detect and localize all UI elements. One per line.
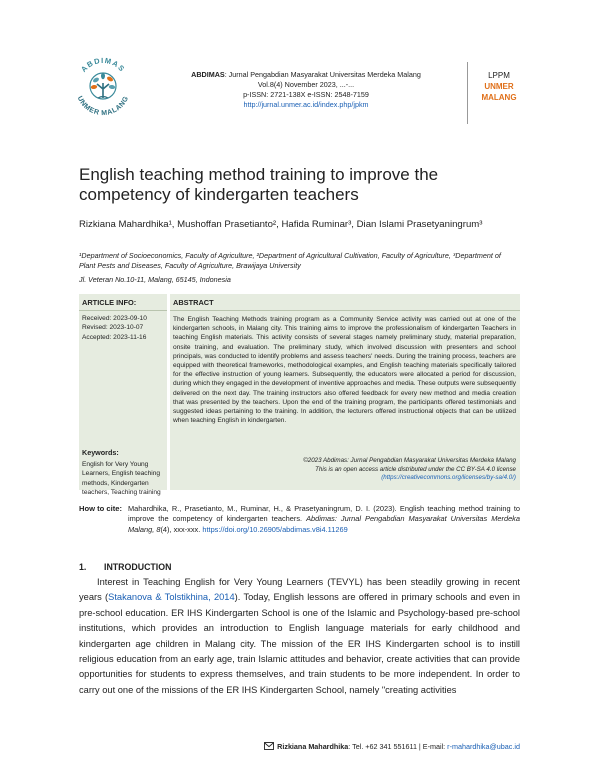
abstract-box [170, 294, 520, 490]
introduction-paragraph: Interest in Teaching English for Very Young Learners (TEVYL) has been steadily growing in recent years (Stakanova & Tolstikhina, 2014). Today, English lessons are offered in primary schools and even in pre-school education. ER IHS Kindergarten School is one of the Islamic and Psychology-based pre-school institutions, which provides an introduction to English language materials for early childhood and kindergarten age children in Malang city. The mission of the ER IHS Kindergarten school is to instill religious education from an early age, train Islamic attitudes and behavior, create activities that can provide opportunities for students to express themselves, and train students to be more independent. In order to carry out one of the missions of the ER IHS Kindergarten School, namely "creating activities [79, 577, 520, 695]
journal-info [160, 70, 452, 110]
keywords-list: English for Very Young Learners, English teaching methods, Kindergarten teachers, Teaching training [82, 461, 161, 497]
doi-link[interactable]: https://doi.org/10.26905/abdimas.v8i4.11269 [202, 524, 348, 534]
footer-contact [230, 742, 520, 751]
copyright-line: ©2023 Abdimas: Jurnal Pengabdian Masyarakat Universitas Merdeka Malang [303, 457, 516, 464]
article-title: English teaching method training to improve the competency of kindergarten teachers [79, 165, 439, 204]
abstract-text: The English Teaching Methods training program as a Community Service activity was carried out at one of the kindergarten schools, in Malang city. This training aims to improve the professionalism of kindergarten Teachers in teaching English materials. This activity consists of several stages namely preliminary study, material preparation, onsite training, and evaluation. The preliminary study, which involved discussion with presenters and school principals, was conducted to identify problems and assess teachers' needs. During the training process, teachers are equipped with theoretical frameworks, methodological examples, and English teaching materials specifically tailored for the effective instruction of young learners. Subsequently, the educators were allocated a period for discussion, during which they engaged in the development of inventive approaches and media. These outputs were subsequently delivered on the next day. The training instructors also offered feedback for every new method and media creation that was presented by the teachers. Upon the end of the training program, the participants offered testimonials and suggested ideas pertaining to the training. In addition, the lecturers offered instructional objects that can be utilized when teaching English in kindergarten. [173, 316, 516, 425]
publisher-block [470, 70, 528, 103]
logo-top-text: ABDIMAS [79, 55, 127, 74]
abstract-heading: ABSTRACT [170, 294, 520, 311]
section-heading: INTRODUCTION [104, 562, 172, 572]
journal-logo [58, 55, 148, 123]
received-date: Received: 2023-09-10 [82, 315, 147, 322]
publisher-line1: LPPM [488, 71, 510, 80]
footer-email-link[interactable]: r-mahardhika@ubac.id [447, 742, 520, 751]
cite-label: How to cite: [79, 504, 123, 513]
logo-bottom-text: UNMER MALANG [75, 95, 131, 118]
article-info-box [79, 294, 167, 497]
tree-figure [90, 73, 116, 99]
footer-author: Rizkiana Mahardhika [277, 742, 349, 751]
journal-volume: Vol.8(4) November 2023, ...-... [257, 80, 355, 89]
license-url-link[interactable]: (https://creativecommons.org/licenses/by-sa/4.0/) [381, 474, 516, 482]
header-divider [467, 62, 468, 124]
tree-logo-icon [58, 55, 148, 123]
journal-issn: p-ISSN: 2721-138X e-ISSN: 2548-7159 [243, 90, 369, 99]
publisher-line3: MALANG [481, 93, 517, 102]
article-dates [79, 311, 167, 345]
footer-tel: : Tel. +62 341 551611 | E-mail: [348, 742, 448, 751]
mail-icon [264, 742, 274, 750]
license-block [303, 457, 516, 483]
publisher-line2: UNMER [484, 82, 514, 91]
accepted-date: Accepted: 2023-11-16 [82, 333, 147, 341]
reference-link[interactable]: Stakanova & Tolstikhina, 2014 [108, 592, 235, 603]
revised-date: Revised: 2023-10-07 [82, 324, 144, 332]
journal-url-link[interactable]: http://jurnal.unmer.ac.id/index.php/jpkm [243, 100, 369, 109]
article-authors: Rizkiana Mahardhika¹, Mushoffan Prasetianto², Hafida Ruminar³, Dian Islami Prasetyaningrum³ [79, 219, 483, 230]
license-line: This is an open access article distributed under the CC BY-SA 4.0 license [315, 465, 516, 473]
article-affiliations: ¹Department of Socioeconomics, Faculty of Agriculture, ²Department of Agricultural Cultivation, Faculty of Agriculture, ³Department of Plant Pests and Diseases, Faculty of Agriculture, Brawijaya University [79, 251, 501, 270]
article-info-heading: ARTICLE INFO: [79, 294, 167, 311]
journal-name: ABDIMAS: Jurnal Pengabdian Masyarakat Universitas Merdeka Malang [191, 70, 421, 79]
article-address: Jl. Veteran No.10-11, Malang, 65145, Indonesia [79, 275, 231, 284]
citation-text: Mahardhika, R., Prasetianto, M., Ruminar, H., & Prasetyaningrum, D. I. (2023). English teaching method training to improve the competency of kindergarten teachers. Abdimas: Jurnal Pengabdian Masyarakat Universitas Merdeka Malang, 8(4), xxx-xxx. https://doi.org/10.26905/abdimas.v8i4.11269 [128, 504, 520, 534]
keywords-heading: Keywords: [82, 448, 119, 457]
section-number: 1. [79, 562, 87, 572]
